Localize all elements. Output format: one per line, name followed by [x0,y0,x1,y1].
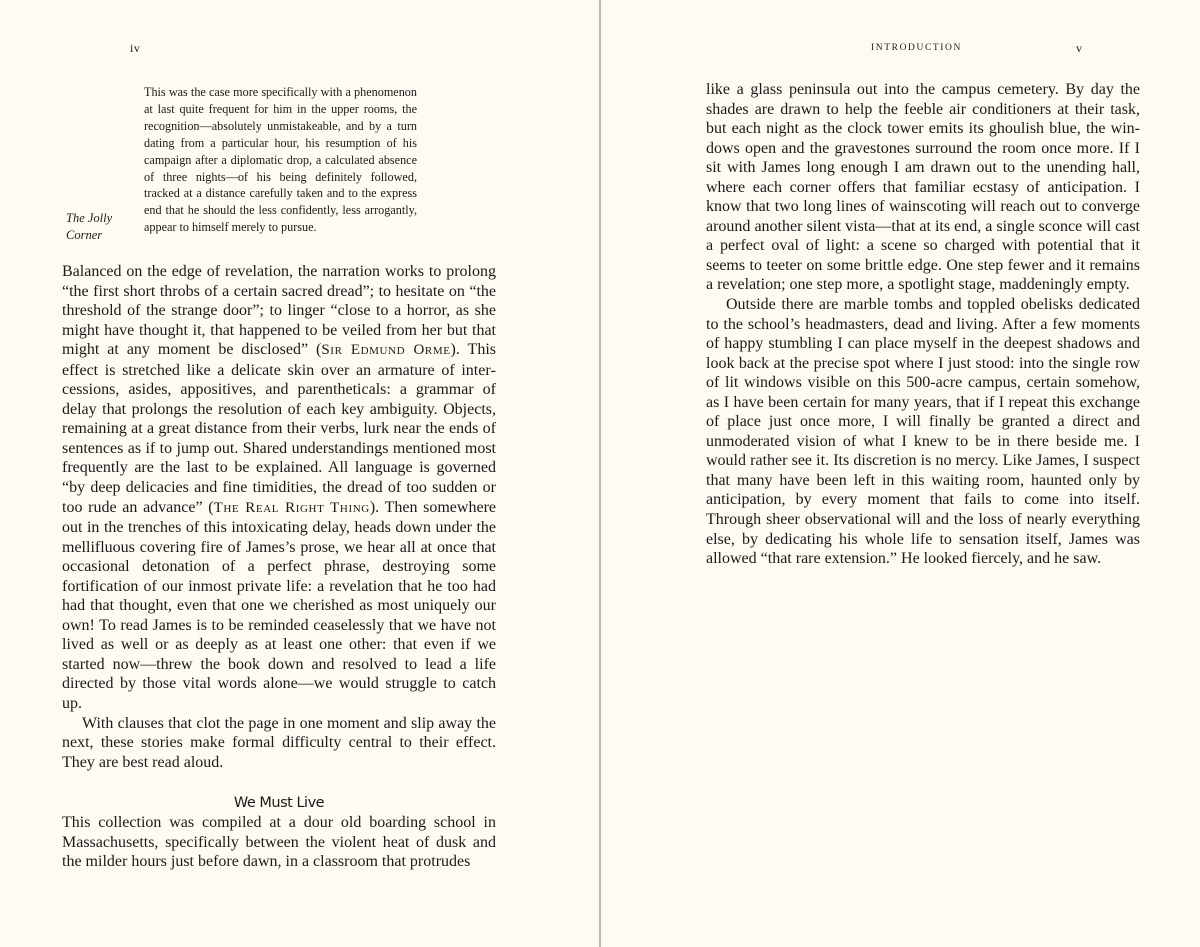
story-citation: The Real Right Thing [213,499,370,516]
story-citation: Sir Edmund Orme [321,342,451,359]
right-page [601,0,1200,947]
text-run: ). Then somewhere out in the trenches of this intoxicating delay, heads down under the mellifluous covering fire of James’s prose, we hear all at once that occasional detonation of a perfect phrase, destroying some fortification of our inmost private life: a revelation that he too had had that thought, even that one we cherished as most uniquely our own! To read James is to be reminded ceaselessly that we have not lived as well or as deeply as at least one other: that even if we started now—threw the book down and resolved to lead a life directed by those vital words alone—we would struggle to catch up. [62,498,496,713]
sidenote-line: The Jolly [66,211,113,225]
page-number-right: v [1076,41,1083,55]
text-run: ). This effect is stretched like a delicate skin over an armature of intercessions, asides, appositives, and parentheticals: a grammar of delay that prolongs the resolution of each key ambiguity. Objects, remaining at a great distance from their verbs, lurk near the ends of sentences as if to jump out. Shared understandings mentioned most frequently are the last to be explained. All language is governed “by deep delicacies and fine timidities, the dread of too sudden or too rude an advance” ( [62,341,497,516]
paragraph: With clauses that clot the page in one moment and slip away the next, these stories make formal difficulty central to their effect. They are best read aloud. [62,714,496,771]
section-heading: We Must Live [233,795,325,812]
right-body-text [706,80,1140,569]
paragraph: like a glass peninsula out into the campus cemetery. By day the shades are drawn to help the feeble air conditioners at their task, but each night as the clock tower emits its ghoulish blue, the windows open and the gravestones surround the room once more. If I sit with James long enough I am drawn out to the unending hall, where each corner offers that familiar ecstasy of anticipation. I know that two long lines of wainscoting will reach out to converge around another silent vista—that at its end, a single sconce will cast a perfect oval of light: a scene so charged with potential that it seems to teeter on some brittle edge. One step fewer and it remains a revelation; one step more, a spotlight stage, maddeningly empty. [706,81,1140,294]
paragraph [62,262,496,714]
sidenote-line: Corner [66,227,103,242]
page-number-left: iv [130,41,141,55]
paragraph: Outside there are marble tombs and toppled obelisks dedicated to the school’s headmasters, dead and living. After a few moments of happy stumbling I can place myself in the deepest shadows and look back at the precise spot where I just stood: into the single row of lit windows visible on this 500-acre campus, certain somehow, as I have been certain for many years, that if I repeat this exchange of place just once more, I will finally be granted a direct and unmoderated vision of what I knew to be in there beside me. I would rather see it. Its discretion is no mercy. Like James, I suspect that many have been left in this waiting room, haunted only by anticipation, by every moment that fails to come into itself. Through sheer observational will and the loss of nearly everything else, by dedicating his whole life to sensation itself, James was allowed “that rare extension.” He looked fiercely, and he saw. [706,296,1140,568]
sidenote-source [66,210,136,243]
left-body-text [62,262,496,872]
left-page [0,0,599,947]
running-head: INTRODUCTION [871,43,962,53]
paragraph: This collection was compiled at a dour old boarding school in Massachusetts, specifically between the violent heat of dusk and the milder hours just before dawn, in a classroom that protrudes [62,814,496,871]
text-run: Balanced on the edge of revelation, the narration works to prolong “the first short throbs of a certain sacred dread”; to hesitate on “the threshold of the strange door”; to linger “close to a horror, as she might have thought it, that happened to be veiled from her but that might at any moment be disclosed” ( [62,263,496,359]
block-quote: This was the case more specifically with a phenomenon at last quite frequent for him in the upper rooms, the recognition—absolutely unmistakeable, and by a turn dating from a particular hour, his resumption of his campaign after a diplomatic drop, a calculated absence of three nights—of his being definitely followed, tracked at a distance carefully taken and to the express end that he should the less confidently, less arrogantly, appear to himself merely to pursue. [144,85,417,235]
